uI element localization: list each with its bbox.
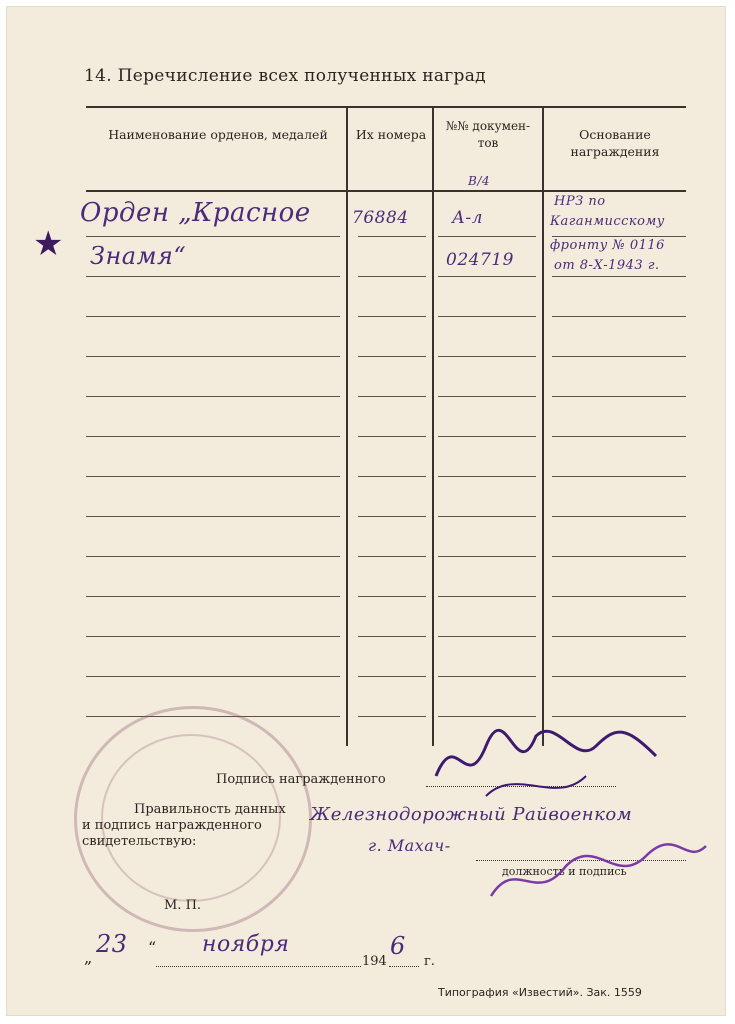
table-rule-line: [552, 356, 686, 357]
table-rule-line: [438, 276, 536, 277]
date-year-line: [389, 966, 419, 967]
header-award-name: Наименование орденов, медалей: [108, 127, 328, 142]
table-rule-line: [438, 436, 536, 437]
recipient-signature: [426, 706, 666, 816]
table-rule-line: [552, 596, 686, 597]
table-rule-line: [86, 516, 340, 517]
header-document-number: №№ докумен- тов: [445, 119, 531, 150]
table-rule-line: [358, 276, 426, 277]
table-rule-line: [438, 316, 536, 317]
table-rule-line: [438, 396, 536, 397]
table-rule-line: [438, 476, 536, 477]
table-rule-line: [552, 276, 686, 277]
table-rule-line: [358, 236, 426, 237]
document-number: 024719: [446, 250, 514, 270]
table-rule-line: [438, 236, 536, 237]
basis-line1: НРЗ по: [554, 194, 606, 209]
table-rule-line: [438, 556, 536, 557]
table-rule-line: [358, 396, 426, 397]
column-divider-3: [542, 106, 544, 746]
date-year-suffix: 6: [390, 932, 406, 960]
date-open-quote: „: [84, 948, 93, 967]
table-rule-line: [358, 556, 426, 557]
position-label: должность и подпись: [502, 865, 627, 878]
table-rule-line: [358, 316, 426, 317]
section-title: 14. Перечисление всех полученных наград: [84, 66, 486, 86]
table-rule-line: [552, 476, 686, 477]
official-signature: [476, 826, 716, 916]
table-rule-line: [552, 236, 686, 237]
table-rule-line: [552, 556, 686, 557]
table-rule-line: [552, 676, 686, 677]
table-rule-line: [552, 396, 686, 397]
verify-handwritten-line1: Железнодорожный Райвоенком: [310, 804, 633, 825]
table-rule-line: [86, 596, 340, 597]
header-award-number: Их номера: [355, 127, 427, 142]
table-rule-line: [358, 676, 426, 677]
date-month-line: [156, 966, 361, 967]
table-rule-line: [86, 676, 340, 677]
table-rule-line: [86, 236, 340, 237]
award-name-line2: Знамя“: [90, 242, 187, 270]
table-rule-line: [552, 636, 686, 637]
table-rule-line: [86, 556, 340, 557]
basis-line2: Каганмисскому: [550, 214, 665, 229]
table-rule-line: [552, 516, 686, 517]
table-rule-line: [438, 676, 536, 677]
table-top-border: [86, 106, 686, 108]
table-rule-line: [358, 356, 426, 357]
table-rule-line: [86, 316, 340, 317]
document-page: [6, 6, 726, 1016]
header-award-basis: Основание награждения: [570, 127, 660, 159]
table-rule-line: [358, 636, 426, 637]
table-rule-line: [438, 596, 536, 597]
verify-label-line2: и подпись награжденного: [82, 818, 262, 833]
table-rule-line: [358, 476, 426, 477]
basis-line4: от 8-Х-1943 г.: [554, 258, 660, 273]
table-rule-line: [358, 596, 426, 597]
basis-line3: фронту № 0116: [550, 238, 665, 253]
verify-label-line3: свидетельствую:: [82, 834, 197, 849]
signature-label: Подпись награжденного: [216, 772, 386, 787]
document-mark: В/4: [468, 174, 490, 188]
table-rule-line: [552, 436, 686, 437]
stamp-place-label: М. П.: [164, 898, 202, 913]
award-number: 76884: [352, 208, 409, 228]
date-close-quote: “: [148, 938, 157, 957]
table-rule-line: [438, 636, 536, 637]
verify-handwritten-line2: г. Махач-: [368, 836, 451, 855]
star-mark-icon: ★: [33, 224, 64, 264]
table-rule-line: [438, 516, 536, 517]
table-rule-line: [358, 436, 426, 437]
table-rule-line: [86, 436, 340, 437]
document-prefix: А-л: [452, 208, 483, 228]
date-year-prefix: 194: [362, 954, 387, 969]
column-divider-2: [432, 106, 434, 746]
table-rule-line: [552, 316, 686, 317]
column-divider-1: [346, 106, 348, 746]
table-rule-line: [438, 356, 536, 357]
table-rule-line: [86, 476, 340, 477]
date-month: ноября: [202, 932, 290, 957]
table-rule-line: [86, 636, 340, 637]
table-rule-line: [86, 396, 340, 397]
date-year-label: г.: [424, 954, 435, 969]
table-rule-line: [86, 356, 340, 357]
award-name-line1: Орден „Красное: [80, 198, 311, 228]
table-header-border: [86, 190, 686, 192]
table-rule-line: [358, 516, 426, 517]
table-rule-line: [358, 716, 426, 717]
table-rule-line: [86, 276, 340, 277]
printer-footer: Типография «Известий». Зак. 1559: [438, 986, 642, 999]
date-day: 23: [96, 930, 128, 958]
verify-label-line1: Правильность данных: [134, 802, 286, 817]
